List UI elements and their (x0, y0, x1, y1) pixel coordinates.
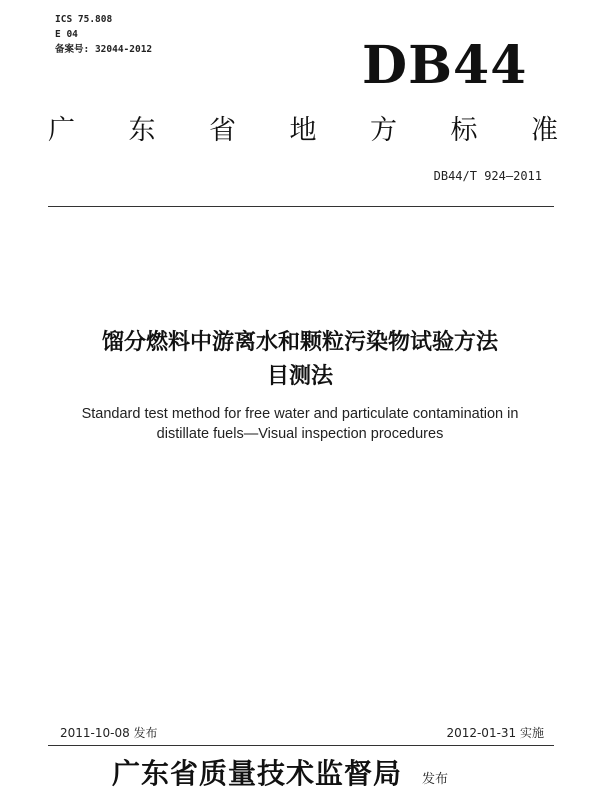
chinese-title-line-2: 目测法 (266, 364, 333, 389)
classification-block (55, 12, 152, 57)
chinese-title (40, 326, 560, 394)
english-title-line-1: Standard test method for free water and particulate contamination in (81, 406, 519, 422)
standard-code-logo: DB44 (362, 35, 528, 96)
footer-divider (48, 745, 554, 746)
standard-type-char: 方 (370, 114, 397, 146)
issued-label: 发布 (422, 772, 449, 787)
effective-date: 2012-01-31 实施 (446, 726, 544, 740)
header-divider (48, 206, 554, 207)
standard-type-char: 地 (289, 114, 317, 146)
ccs-code: E 04 (55, 29, 78, 40)
standard-type-char: 广 (48, 114, 75, 146)
standard-type-char: 东 (128, 114, 156, 146)
issuing-authority: 广东省质量技术监督局 (112, 757, 403, 790)
english-title (40, 404, 560, 444)
document-number: DB44/T 924—2011 (433, 169, 542, 183)
filing-number: 备案号: 32044-2012 (55, 44, 153, 55)
standard-type-char: 标 (450, 114, 478, 146)
ics-code: ICS 75.808 (55, 14, 113, 25)
chinese-title-line-1: 馏分燃料中游离水和颗粒污染物试验方法 (101, 330, 498, 355)
english-title-line-2: distillate fuels—Visual inspection procedures (156, 426, 444, 442)
issuer-row (112, 752, 448, 792)
standard-type-heading (48, 104, 558, 150)
publish-date: 2011-10-08 发布 (60, 726, 158, 740)
standard-type-char: 省 (209, 114, 236, 146)
standard-type-char: 准 (531, 114, 558, 146)
